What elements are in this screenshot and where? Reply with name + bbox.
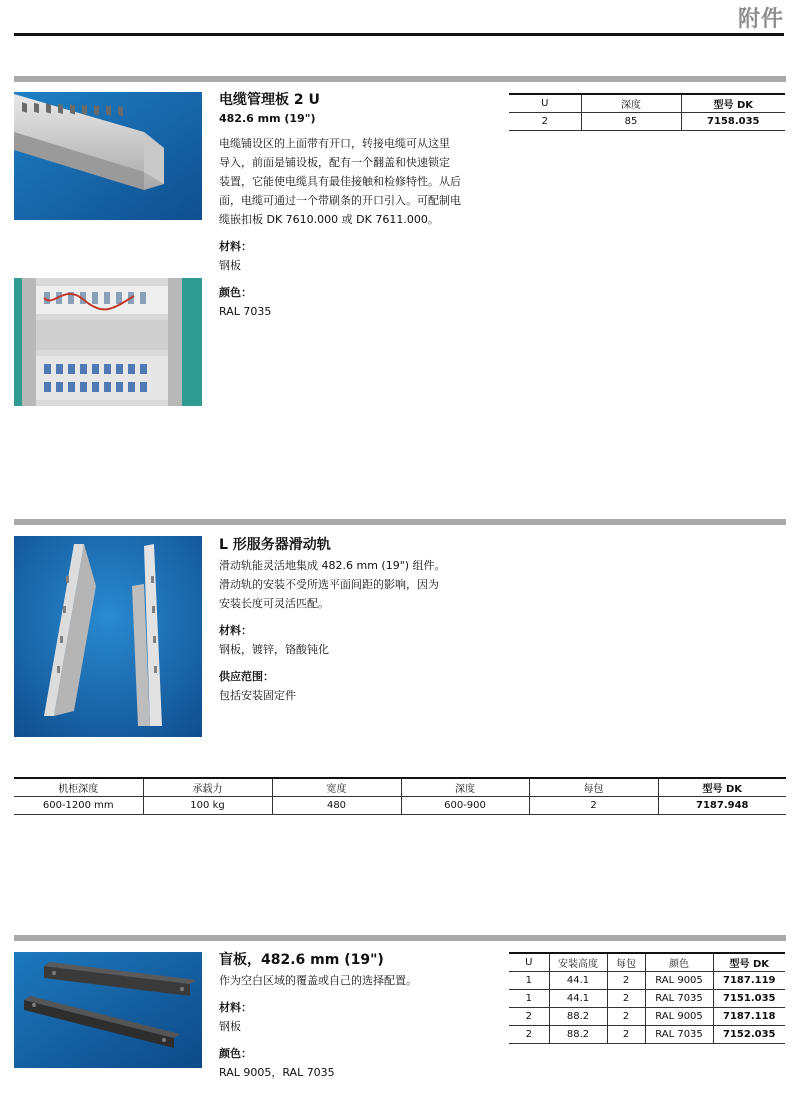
- table-cell: RAL 7035: [645, 1026, 713, 1044]
- table-cell: 100 kg: [143, 797, 272, 815]
- section-divider: [14, 935, 786, 941]
- table-row: [509, 113, 785, 131]
- section-divider: [14, 76, 786, 82]
- description-line: 装置，它能使电缆具有最佳接触和检修特性。从后: [219, 175, 461, 188]
- table-header-row: [509, 94, 785, 113]
- table-cell: 7187.948: [658, 797, 786, 815]
- table-cell: 85: [581, 113, 681, 131]
- description-line: 面，电缆可通过一个带刷条的开口引入。可配制电: [219, 194, 461, 207]
- column-header: 机柜深度: [58, 784, 99, 795]
- description-line: 作为空白区域的覆盖或自己的选择配置。: [219, 974, 417, 987]
- table-row: [509, 972, 785, 990]
- column-header: 型号 DK: [658, 778, 786, 797]
- product-title: 电缆管理板 2 U: [219, 92, 320, 108]
- table-cell: 600-900: [401, 797, 529, 815]
- color-label: 颜色：: [219, 1047, 252, 1060]
- cable-panel-image: [14, 92, 202, 220]
- table-row: [509, 1008, 785, 1026]
- column-header: 深度: [401, 778, 529, 797]
- cabinet-wiring-image: [14, 278, 202, 406]
- description-line: 滑动轨能灵活地集成 482.6 mm (19") 组件。: [219, 559, 446, 572]
- product-subtitle: 482.6 mm (19"): [219, 112, 316, 125]
- table-cell: 7187.118: [713, 1008, 785, 1026]
- material-value: 钢板: [219, 1020, 241, 1033]
- table-cell: 2: [607, 990, 645, 1008]
- section-divider: [14, 519, 786, 525]
- table-cell: 88.2: [549, 1026, 607, 1044]
- table-cell: 2: [607, 1008, 645, 1026]
- color-value: RAL 7035: [219, 305, 272, 318]
- table-cell: 88.2: [549, 1008, 607, 1026]
- table-cell: 7151.035: [713, 990, 785, 1008]
- table-cell: 480: [272, 797, 401, 815]
- product-description: [219, 556, 509, 613]
- material-value: 钢板: [219, 259, 241, 272]
- table-cell: 2: [525, 1011, 532, 1022]
- column-header: 型号 DK: [713, 953, 785, 972]
- product-cable-panel: [219, 90, 499, 321]
- material-label: 材料：: [219, 240, 252, 253]
- table-cell: 2: [529, 797, 658, 815]
- table-cell: RAL 9005: [645, 972, 713, 990]
- description-line: 缆嵌扣板 DK 7610.000 或 DK 7611.000。: [219, 213, 439, 226]
- column-header: U: [525, 957, 533, 968]
- supply-label: 供应范围：: [219, 670, 274, 683]
- column-header: 承载力: [143, 778, 272, 797]
- table-cell: 2: [525, 1029, 532, 1040]
- column-header: 每包: [607, 953, 645, 972]
- column-header: 每包: [529, 778, 658, 797]
- table-cell: 7152.035: [713, 1026, 785, 1044]
- product-blank-panel: [219, 950, 509, 1082]
- description-line: 滑动轨的安装不受所选平面间距的影响，因为: [219, 578, 439, 591]
- table-row: [509, 990, 785, 1008]
- column-header: 深度: [581, 94, 681, 113]
- color-label: 颜色：: [219, 286, 252, 299]
- table-cell: 2: [607, 972, 645, 990]
- table-cell: 7158.035: [681, 113, 785, 131]
- table-cell: 1: [525, 993, 532, 1004]
- table-cell: 44.1: [549, 972, 607, 990]
- product-title: L 形服务器滑动轨: [219, 537, 331, 553]
- color-value: RAL 9005，RAL 7035: [219, 1066, 335, 1079]
- description-line: 导入，前面是铺设板，配有一个翻盖和快速锁定: [219, 156, 450, 169]
- page-title: 附件: [737, 7, 784, 32]
- product-description: [219, 134, 499, 229]
- material-label: 材料：: [219, 1001, 252, 1014]
- table-cell: 7187.119: [713, 972, 785, 990]
- table-cell: RAL 7035: [645, 990, 713, 1008]
- column-header: 安装高度: [549, 953, 607, 972]
- spec-table-cable-panel: [509, 93, 785, 131]
- column-header: U: [541, 98, 549, 109]
- blank-panel-image: [14, 952, 202, 1068]
- table-cell: 1: [525, 975, 532, 986]
- table-cell: RAL 9005: [645, 1008, 713, 1026]
- table-row: [14, 797, 786, 815]
- column-header: 颜色: [645, 953, 713, 972]
- supply-value: 包括安装固定件: [219, 689, 296, 702]
- table-header-row: [509, 953, 785, 972]
- spec-table-slide-rail: [14, 777, 786, 815]
- spec-table-blank-panel: [509, 952, 785, 1044]
- column-header: 宽度: [272, 778, 401, 797]
- table-cell: 600-1200 mm: [42, 800, 114, 811]
- description-line: 电缆铺设区的上面带有开口，转接电缆可从这里: [219, 137, 450, 150]
- material-label: 材料：: [219, 624, 252, 637]
- product-slide-rail: [219, 535, 509, 705]
- description-line: 安装长度可灵活匹配。: [219, 597, 329, 610]
- product-title: 盲板，482.6 mm (19"): [219, 952, 384, 968]
- column-header: 型号 DK: [681, 94, 785, 113]
- table-cell: 44.1: [549, 990, 607, 1008]
- product-description: [219, 971, 509, 990]
- table-cell: 2: [541, 116, 548, 127]
- table-row: [509, 1026, 785, 1044]
- table-header-row: [14, 778, 786, 797]
- table-cell: 2: [607, 1026, 645, 1044]
- header-rule: [14, 33, 784, 36]
- material-value: 钢板，镀锌，铬酸钝化: [219, 643, 329, 656]
- slide-rail-image: [14, 536, 202, 737]
